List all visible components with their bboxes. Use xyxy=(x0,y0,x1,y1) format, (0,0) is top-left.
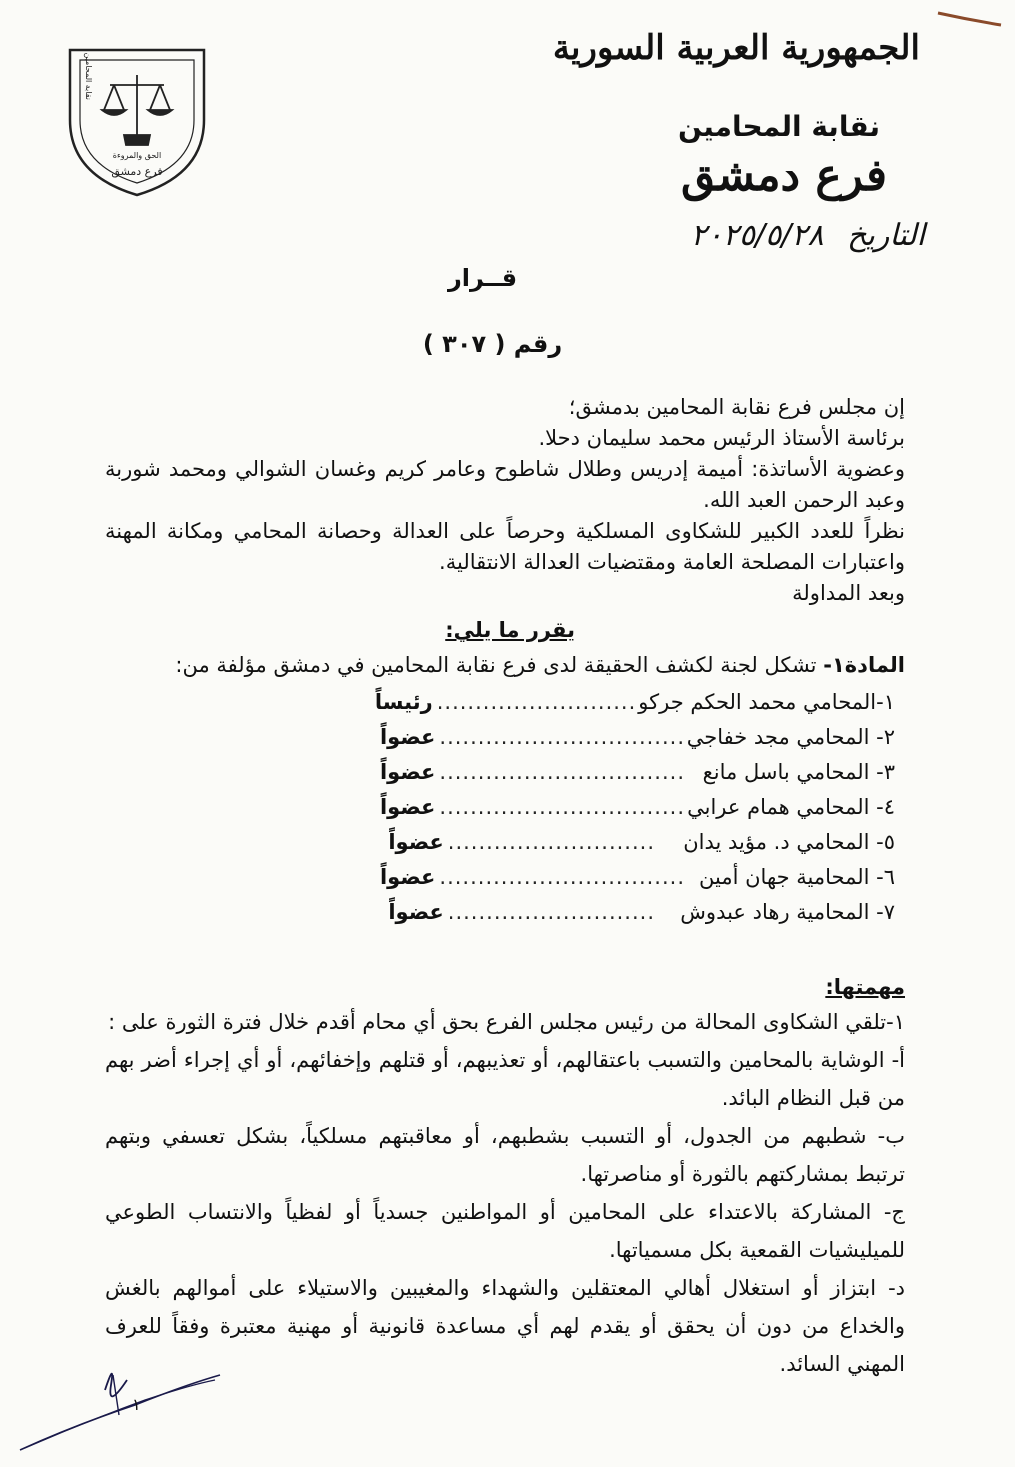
header-syndicate: نقابة المحامين xyxy=(678,110,880,143)
member-name: ٦- المحامية جهان أمين xyxy=(699,865,895,889)
handwritten-signature xyxy=(15,1330,225,1460)
member-name: ٧- المحامية رهاد عبدوش xyxy=(680,900,895,924)
decision-number: رقم ( ٣٠٧ ) xyxy=(422,330,563,358)
task-item-b: ب- شطبهم من الجدول، أو التسبب بشطبهم، أو معاقبتهم مسلكياً، بشكل تعسفي وبتهم ترتبط بمشاركتهم بالثورة أو مناصرتها. xyxy=(105,1124,905,1186)
member-item xyxy=(295,685,895,720)
member-dots: .......................... xyxy=(436,690,637,714)
member-name: ٥- المحامي د. مؤيد يدان xyxy=(683,830,895,854)
member-role: عضواً xyxy=(379,865,436,889)
seal-text-arc: نقابة المحامين xyxy=(84,52,93,100)
member-dots: ................................ xyxy=(439,725,685,749)
member-role: عضواً xyxy=(388,900,444,924)
member-dots: ........................... xyxy=(447,830,655,854)
page-number: ١ xyxy=(132,1395,141,1414)
member-role: عضواً xyxy=(388,830,444,854)
member-dots: ................................ xyxy=(439,795,685,819)
member-role: عضواً xyxy=(379,725,436,749)
corner-pen-mark xyxy=(935,8,1005,28)
preamble xyxy=(105,392,905,609)
article-1-label: المادة١- xyxy=(823,653,905,677)
tasks-heading: مهمتها: xyxy=(825,975,905,999)
member-name: ٢- المحامي مجد خفاجي xyxy=(686,725,895,749)
member-item xyxy=(295,755,895,790)
member-dots: ................................ xyxy=(439,760,685,784)
tasks-list xyxy=(105,1003,905,1383)
member-item xyxy=(295,895,895,930)
preamble-council: إن مجلس فرع نقابة المحامين بدمشق؛ xyxy=(568,395,905,419)
article-1-text: تشكل لجنة لكشف الحقيقة لدى فرع نقابة المحامين في دمشق مؤلفة من: xyxy=(175,653,817,677)
member-role: عضواً xyxy=(379,795,436,819)
decision-title: قــرار xyxy=(447,264,518,292)
committee-members xyxy=(295,685,895,930)
preamble-reasons: نظراً للعدد الكبير للشكاوى المسلكية وحرصاً على العدالة وحصانة المحامي ومكانة المهنة واعتبارات المصلحة العامة ومقتضيات العدالة الانتقالية. xyxy=(105,519,905,574)
preamble-deliberation: وبعد المداولة xyxy=(792,581,905,605)
header-branch: فرع دمشق xyxy=(681,150,887,201)
preamble-members: وعضوية الأساتذة: أميمة إدريس وطلال شاطوح وعامر كريم وغسان الشوالي ومحمد شوربة وعبد الرحمن العبد الله. xyxy=(105,457,905,512)
decides-heading: يقرر ما يلي: xyxy=(445,618,575,642)
preamble-president: برئاسة الأستاذ الرئيس محمد سليمان دحلا. xyxy=(538,426,905,450)
scales-icon xyxy=(102,75,172,145)
seal-text-inner: الحق والمروءة xyxy=(112,151,162,160)
member-item xyxy=(295,720,895,755)
seal-text-bottom: فرع دمشق xyxy=(111,165,163,178)
date-value: ٢٠٢٥/٥/٢٨ xyxy=(690,218,824,253)
member-name: ٤- المحامي همام عرابي xyxy=(687,795,895,819)
task-item-c: ج- المشاركة بالاعتداء على المحامين أو المواطنين جسدياً أو لفظياً والانتساب الطوعي للميليشيات القمعية بكل مسمياتها. xyxy=(105,1200,905,1262)
member-item xyxy=(295,825,895,860)
member-item xyxy=(295,860,895,895)
task-item-a: أ- الوشاية بالمحامين والتسبب باعتقالهم، أو تعذيبهم، أو قتلهم وإخفائهم، أو أي إجراء أضر بهم من قبل النظام البائد. xyxy=(105,1048,905,1110)
member-dots: ........................... xyxy=(447,900,655,924)
member-name: ٣- المحامي باسل مانع xyxy=(702,760,895,784)
syndicate-seal xyxy=(62,40,212,200)
member-role: رئيساً xyxy=(374,690,433,714)
article-1 xyxy=(105,650,905,681)
date-row xyxy=(691,218,925,253)
member-item xyxy=(295,790,895,825)
member-name: ١-المحامي محمد الحكم جركو xyxy=(638,690,895,714)
date-label: التاريخ xyxy=(847,218,925,253)
header-republic: الجمهورية العربية السورية xyxy=(552,28,920,68)
task-item-d: د- ابتزاز أو استغلال أهالي المعتقلين والشهداء والمغيبين والاستيلاء على أموالهم بالغش والخداع من دون أن يحقق أو يقدم لهم أي مساعدة قانونية أو مهنية معتبرة وفقاً للعرف المهني السائد. xyxy=(105,1276,905,1376)
member-dots: ................................ xyxy=(439,865,685,889)
member-role: عضواً xyxy=(379,760,436,784)
task-intro: ١-تلقي الشكاوى المحالة من رئيس مجلس الفرع بحق أي محام أقدم خلال فترة الثورة على : xyxy=(108,1010,905,1034)
